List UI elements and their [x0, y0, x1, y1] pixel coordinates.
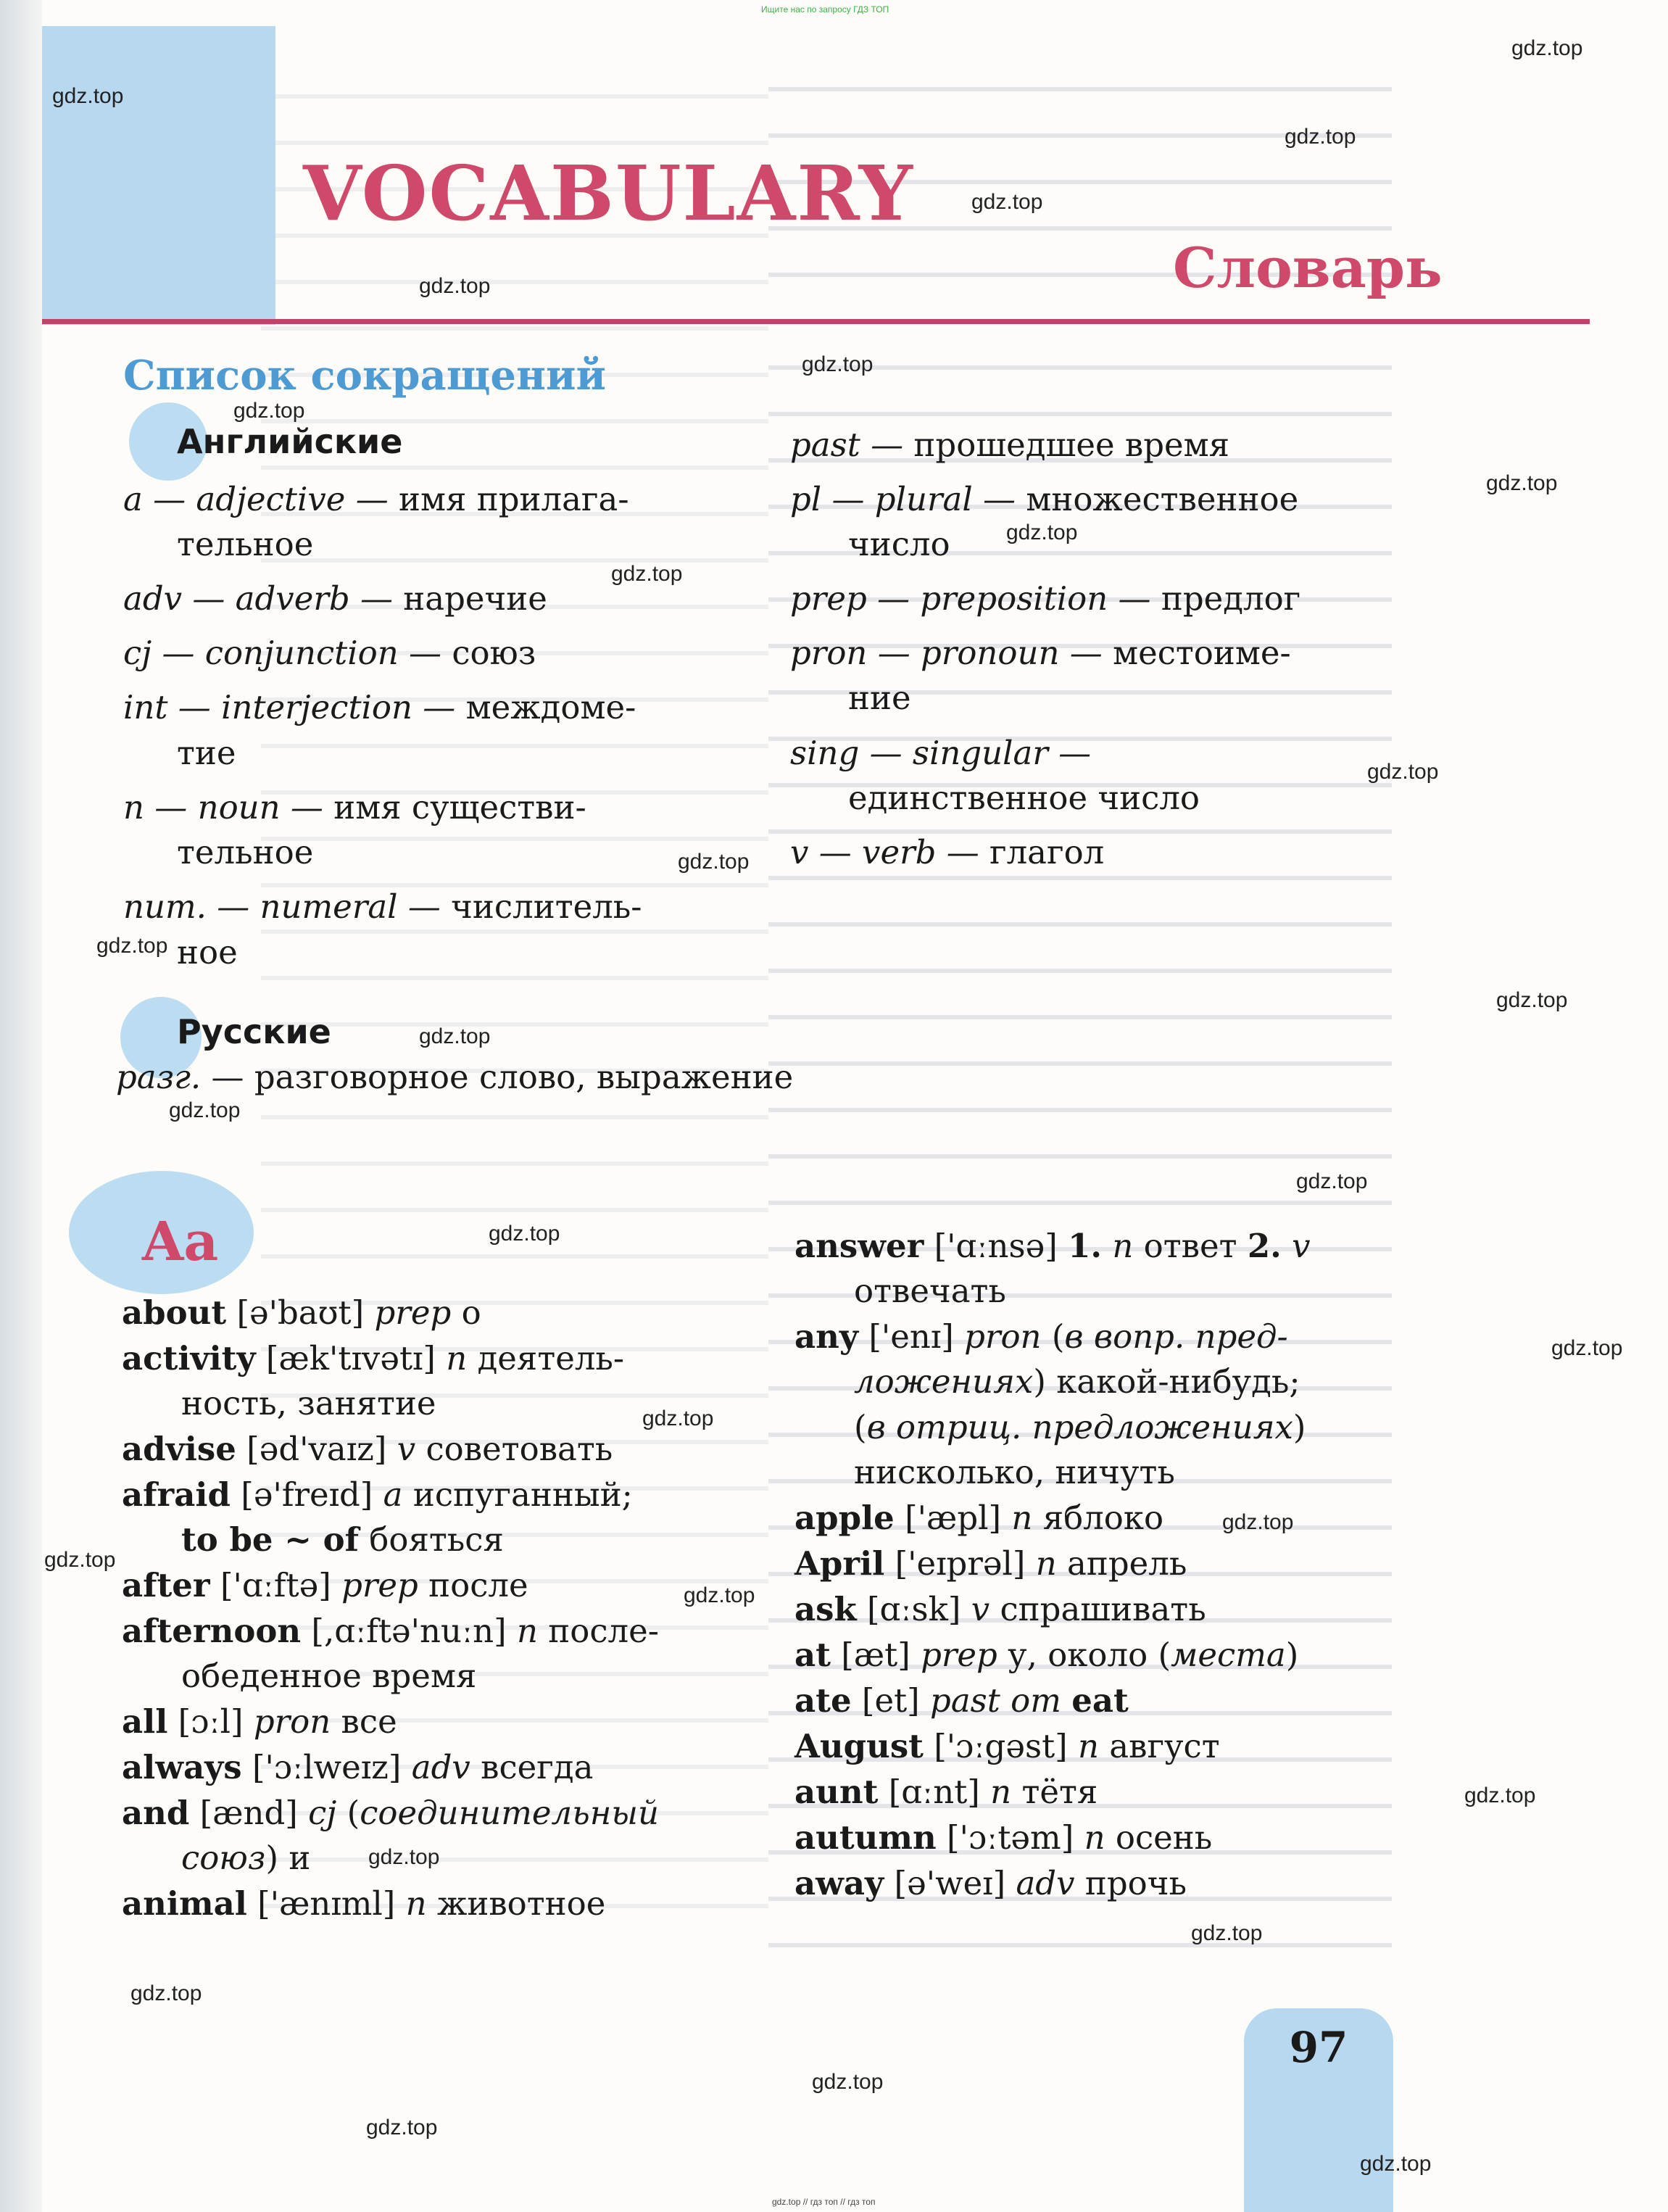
vocab-entry: animal ['ænɪml] n животное [122, 1884, 606, 1923]
abbr-line: ние [848, 679, 911, 717]
vocab-entry: all [ɔːl] pron все [122, 1702, 397, 1741]
abbr-line: n — noun — имя существи- [123, 788, 586, 827]
vocab-entry: and [ænd] cj (соединительный [122, 1794, 659, 1832]
watermark: gdz.top [1222, 1510, 1294, 1534]
watermark: gdz.top [419, 1024, 491, 1048]
abbr-line: v — verb — глагол [790, 833, 1105, 871]
watermark: gdz.top [1464, 1784, 1536, 1807]
watermark: gdz.top [971, 190, 1043, 214]
abbr-line: единственное число [848, 779, 1200, 817]
vocab-entry: ложениях) какой-нибудь; [854, 1362, 1300, 1401]
watermark: gdz.top [419, 274, 491, 298]
watermark: gdz.top [812, 2070, 884, 2094]
header-blue-block [42, 26, 275, 325]
watermark: gdz.top [96, 934, 168, 958]
watermark: gdz.top [489, 1222, 560, 1246]
watermark: gdz.top [678, 850, 750, 874]
vocab-entry: after ['ɑːftə] prep после [122, 1566, 528, 1604]
vocab-entry: отвечать [854, 1272, 1006, 1310]
vocab-entry: always ['ɔːlweɪz] adv всегда [122, 1748, 594, 1786]
abbr-line: тие [177, 734, 236, 772]
top-note: Ищите нас по запросу ГДЗ ТОП [761, 4, 889, 15]
watermark: gdz.top [1360, 2152, 1432, 2176]
watermark: gdz.top [611, 562, 683, 586]
vocab-entry: aunt [ɑːnt] n тётя [794, 1773, 1098, 1811]
vocab-entry: April ['eɪprəl] n апрель [794, 1544, 1187, 1583]
abbr-line: adv — adverb — наречие [123, 579, 547, 618]
vocab-entry: advise [əd'vaɪz] v советовать [122, 1430, 613, 1468]
watermark: gdz.top [233, 399, 305, 423]
abbr-line: pl — plural — множественное [790, 480, 1299, 518]
abbr-line: past — прошедшее время [790, 426, 1230, 464]
vocab-entry: afternoon [,ɑːftə'nuːn] n после- [122, 1612, 659, 1650]
bottom-note: gdz.top // гдз топ // гдз топ [772, 2197, 876, 2207]
vocab-entry: (в отриц. предложениях) [854, 1408, 1306, 1446]
vocab-entry: to be ~ of бояться [181, 1520, 504, 1559]
vocab-entry: answer ['ɑːnsə] 1. n ответ 2. v [794, 1227, 1311, 1265]
abbr-line: тельное [177, 833, 314, 871]
watermark: gdz.top [1191, 1921, 1263, 1945]
header-rule [42, 319, 1590, 324]
section-letter: Aa [142, 1211, 219, 1273]
watermark: gdz.top [130, 1981, 202, 2005]
vocab-entry: about [ə'baʊt] prep о [122, 1293, 481, 1332]
watermark: gdz.top [1296, 1169, 1368, 1193]
abbr-line: cj — conjunction — союз [123, 634, 536, 672]
watermark: gdz.top [1285, 125, 1356, 149]
abbr-line: num. — numeral — числитель- [123, 887, 642, 926]
vocab-entry: away [ə'weɪ] adv прочь [794, 1864, 1187, 1902]
abbr-line: prep — preposition — предлог [790, 579, 1301, 618]
vocab-entry: autumn ['ɔːtəm] n осень [794, 1818, 1213, 1857]
vocab-entry: activity [æk'tɪvətɪ] n деятель- [122, 1339, 625, 1378]
russian-abbr-label: Русские [177, 1012, 331, 1051]
watermark: gdz.top [684, 1583, 755, 1607]
vocab-entry: нисколько, ничуть [854, 1453, 1175, 1491]
page-number: 97 [1289, 2023, 1348, 2072]
watermark: gdz.top [366, 2116, 438, 2139]
vocab-entry: August ['ɔːgəst] n август [794, 1727, 1220, 1765]
abbr-line: pron — pronoun — местоиме- [790, 634, 1291, 672]
watermark: gdz.top [1367, 760, 1439, 784]
watermark: gdz.top [52, 84, 124, 108]
abbr-line: разг. — разговорное слово, выражение [116, 1058, 794, 1096]
watermark: gdz.top [1551, 1336, 1623, 1360]
abbr-line: sing — singular — [790, 734, 1092, 772]
english-abbr-label: Английские [177, 422, 403, 461]
watermark: gdz.top [169, 1098, 241, 1122]
abbr-line: a — adjective — имя прилага- [123, 480, 629, 518]
watermark: gdz.top [1511, 36, 1583, 60]
vocab-entry: обеденное время [181, 1657, 477, 1695]
vocab-entry: any ['enɪ] pron (в вопр. пред- [794, 1317, 1288, 1356]
watermark: gdz.top [802, 352, 874, 376]
page-title: VOCABULARY [303, 149, 914, 238]
abbr-line: число [848, 525, 950, 563]
abbr-line: ное [177, 933, 238, 972]
page-left-edge [0, 0, 42, 2212]
vocab-entry: ask [ɑːsk] v спрашивать [794, 1590, 1206, 1628]
page-subtitle: Словарь [1173, 236, 1443, 300]
abbr-line: тельное [177, 525, 314, 563]
watermark: gdz.top [1496, 988, 1568, 1012]
vocab-entry: apple ['æpl] n яблоко [794, 1499, 1164, 1537]
vocab-entry: afraid [ə'freɪd] a испуганный; [122, 1475, 633, 1514]
watermark: gdz.top [1486, 471, 1558, 495]
vocab-entry: союз) и [181, 1839, 311, 1877]
vocab-entry: ность, занятие [181, 1384, 436, 1422]
vocab-entry: ate [et] past от eat [794, 1681, 1129, 1720]
watermark: gdz.top [44, 1548, 116, 1572]
watermark: gdz.top [642, 1407, 714, 1430]
watermark: gdz.top [1006, 521, 1078, 544]
abbr-line: int — interjection — междоме- [123, 688, 636, 726]
vocab-entry: at [æt] prep у, около (места) [794, 1636, 1299, 1674]
watermark: gdz.top [368, 1845, 440, 1869]
abbreviations-heading: Список сокращений [123, 352, 607, 399]
